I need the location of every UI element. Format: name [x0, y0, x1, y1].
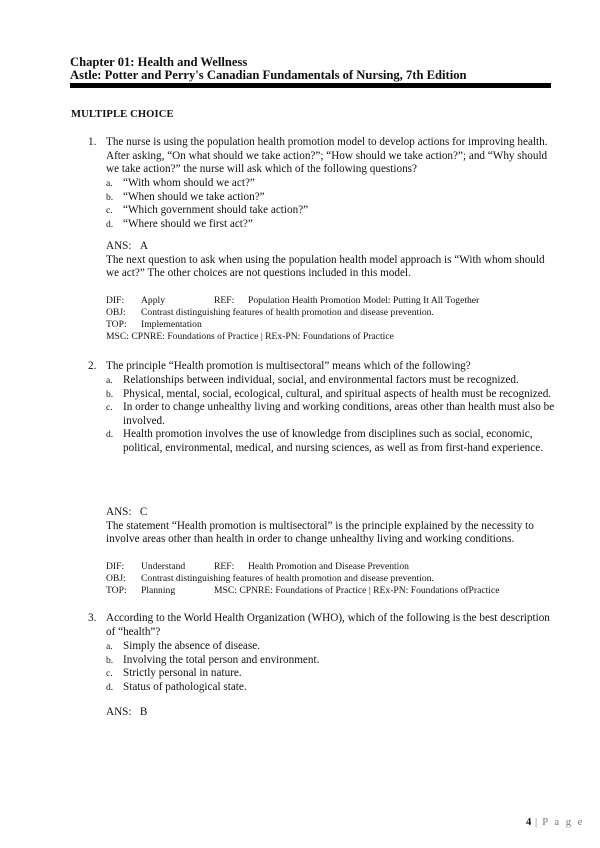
msc-value: MSC: CPNRE: Foundations of Practice | REx-PN: Foundations ofPractice	[214, 585, 500, 596]
metadata-block	[106, 295, 566, 343]
chapter-title: Chapter 01: Health and Wellness	[70, 55, 248, 69]
choice-text: “When should we take action?”	[123, 190, 265, 203]
choice-a	[106, 640, 556, 654]
ref-label: REF:	[214, 295, 235, 306]
choice-letter: a.	[106, 375, 113, 386]
choice-letter: a.	[106, 641, 113, 652]
rationale: The next question to ask when using the population health model approach is “With whom should we act?” The other choices are not questions included in this model.	[106, 253, 545, 280]
choice-letter: a.	[106, 178, 113, 189]
choice-d	[106, 218, 556, 232]
choice-list	[106, 374, 556, 456]
question-number: 2.	[88, 360, 97, 372]
top-label: TOP:	[106, 319, 127, 330]
top-value: Planning	[141, 585, 176, 596]
choice-text: Strictly personal in nature.	[123, 667, 242, 680]
choice-c	[106, 204, 556, 218]
choice-letter: d.	[106, 218, 114, 230]
dif-value: Understand	[141, 561, 186, 572]
answer-line	[106, 506, 556, 520]
choice-text: Relationships between individual, social, and environmental factors must be recognized.	[123, 374, 519, 386]
obj-label: OBJ:	[106, 307, 126, 318]
answer-value: A	[139, 240, 148, 252]
choice-letter: b.	[106, 654, 114, 666]
page-footer	[526, 817, 584, 828]
choice-text: In order to change unhealthy living and working conditions, areas other than health must also be involved.	[123, 401, 555, 427]
choice-text: “Where should we first act?”	[123, 217, 253, 230]
choice-text: Involving the total person and environment.	[123, 653, 320, 666]
obj-value: Contrast distinguishing features of health promotion and disease prevention.	[141, 573, 434, 584]
choice-b	[106, 654, 556, 668]
choice-b	[106, 388, 556, 402]
answer-block	[106, 706, 556, 720]
metadata-block	[106, 561, 566, 597]
choice-letter: c.	[106, 402, 113, 414]
answer-block	[106, 506, 556, 547]
msc-value: MSC: CPNRE: Foundations of Practice | REx-PN: Foundations of Practice	[106, 331, 394, 342]
page-number: 4	[526, 817, 532, 828]
choice-text: “With whom should we act?”	[123, 177, 255, 189]
obj-value: Contrast distinguishing features of health promotion and disease prevention.	[141, 307, 434, 318]
dif-value: Apply	[141, 295, 165, 306]
document-header	[70, 56, 550, 82]
choice-letter: b.	[106, 388, 114, 400]
section-title: MULTIPLE CHOICE	[71, 109, 174, 120]
choice-c	[106, 667, 556, 681]
choice-text: Simply the absence of disease.	[123, 640, 261, 652]
choice-text: Status of pathological state.	[123, 680, 247, 693]
answer-line	[106, 706, 556, 720]
question-text: The principle “Health promotion is multisectoral” means which of the following?	[106, 360, 471, 372]
choice-text: “Which government should take action?”	[123, 204, 309, 217]
ref-label: REF:	[214, 561, 235, 572]
answer-label: ANS:	[106, 506, 132, 518]
choice-letter: c.	[106, 205, 113, 217]
choice-letter: d.	[106, 681, 114, 693]
choice-d	[106, 428, 556, 455]
question-number: 1.	[88, 136, 97, 148]
book-title: Astle: Potter and Perry's Canadian Fundamentals of Nursing, 7th Edition	[70, 68, 467, 82]
dif-label: DIF:	[106, 295, 125, 306]
choice-letter: d.	[106, 429, 114, 441]
rationale: The statement “Health promotion is multisectoral” is the principle explained by the necessity to involve areas other than health in order to change unhealthy living and working conditions.	[106, 519, 534, 546]
ref-value: Health Promotion and Disease Prevention	[248, 561, 409, 572]
answer-value: C	[139, 506, 148, 518]
ref-value: Population Health Promotion Model: Putting It All Together	[248, 295, 480, 306]
top-label: TOP:	[106, 585, 127, 596]
question-number: 3.	[88, 612, 97, 624]
answer-block	[106, 240, 556, 281]
question-text: The nurse is using the population health promotion model to develop actions for improving health. After asking, “On what should we take action?”; “How should we take action?”; and “Why should we take action?” the nurse will ask which of the following questions?	[106, 136, 548, 176]
choice-letter: b.	[106, 191, 114, 203]
choice-c	[106, 401, 556, 428]
choice-d	[106, 681, 556, 695]
choice-a	[106, 177, 556, 191]
choice-letter: c.	[106, 668, 113, 680]
obj-label: OBJ:	[106, 573, 126, 584]
choice-text: Health promotion involves the use of knowledge from disciplines such as social, economic, political, environmental, medical, and nursing sciences, as well as from first-hand experience.	[123, 428, 544, 454]
choice-a	[106, 374, 556, 388]
page-separator: |	[534, 817, 540, 828]
answer-line	[106, 240, 556, 254]
dif-label: DIF:	[106, 561, 125, 572]
choice-b	[106, 191, 556, 205]
page-word: P a g e	[542, 817, 585, 828]
answer-label: ANS:	[106, 706, 132, 718]
choice-list	[106, 177, 556, 231]
choice-list	[106, 640, 556, 694]
answer-label: ANS:	[106, 240, 132, 252]
choice-text: Physical, mental, social, ecological, cultural, and spiritual aspects of health must be recognized.	[123, 387, 552, 400]
header-rule	[70, 83, 551, 88]
top-value: Implementation	[141, 319, 202, 330]
answer-value: B	[139, 706, 148, 718]
question-text: According to the World Health Organization (WHO), which of the following is the best description of “health”?	[106, 612, 550, 638]
